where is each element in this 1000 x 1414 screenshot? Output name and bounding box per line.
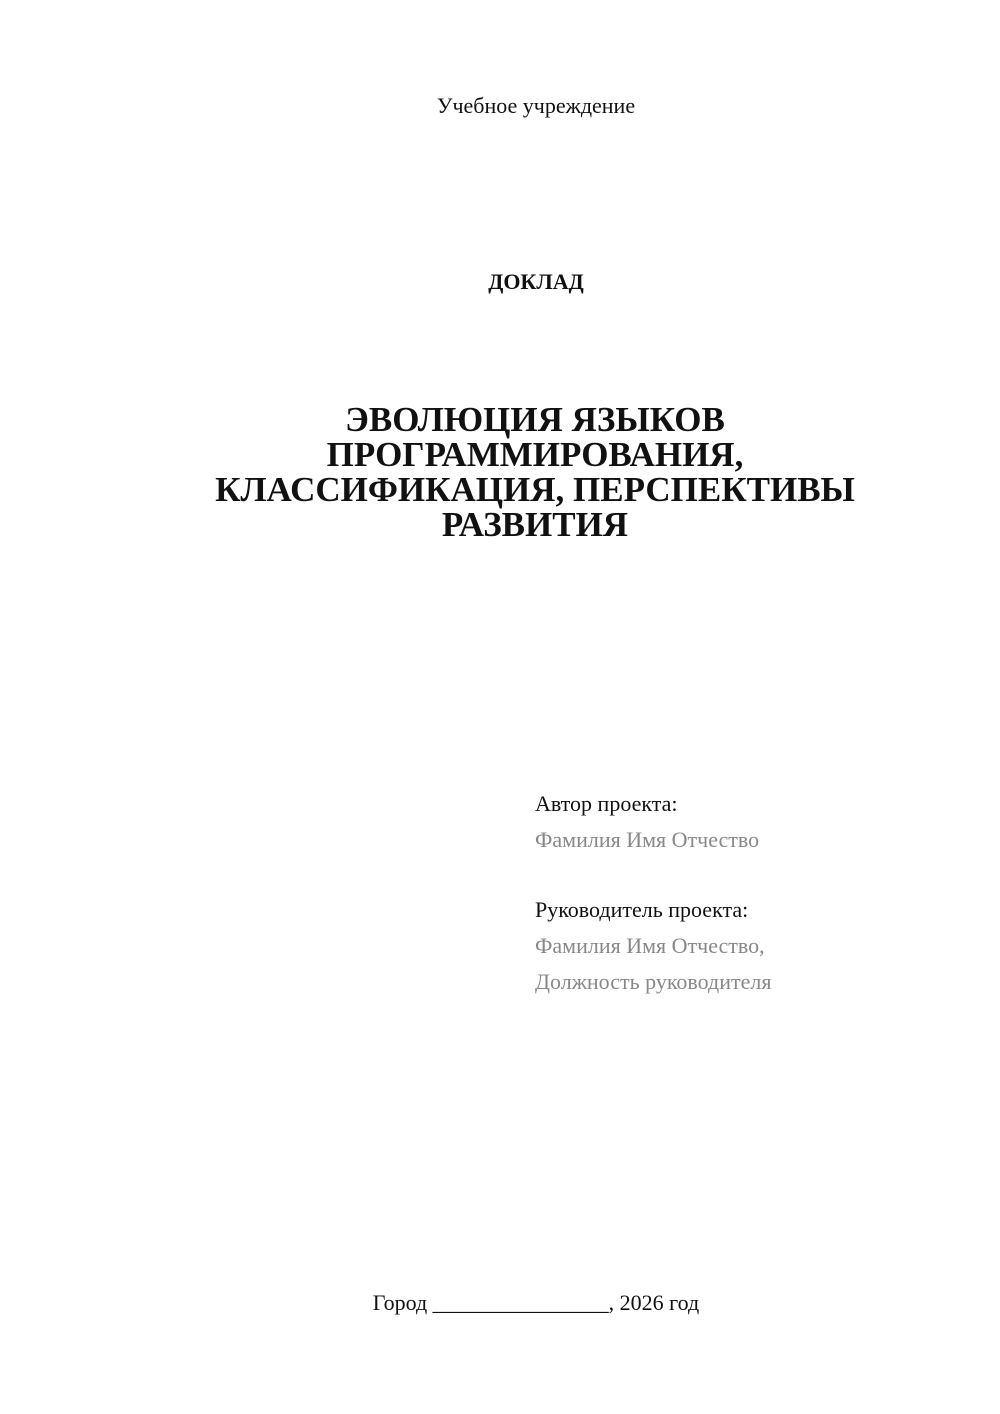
supervisor-name: Фамилия Имя Отчество, — [535, 933, 765, 958]
supervisor-label: Руководитель проекта: — [535, 897, 749, 922]
title-line: ПРОГРАММИРОВАНИЯ, — [326, 435, 744, 474]
institution-name: Учебное учреждение — [436, 93, 636, 118]
supervisor-position: Должность руководителя — [535, 969, 772, 994]
author-block — [535, 786, 975, 858]
title-line: РАЗВИТИЯ — [441, 505, 629, 544]
document-title — [140, 402, 930, 542]
city-year-line: Город ________________, 2026 год — [372, 1290, 700, 1315]
supervisor-block — [535, 892, 975, 1000]
document-type: ДОКЛАД — [488, 269, 584, 294]
title-line: КЛАССИФИКАЦИЯ, ПЕРСПЕКТИВЫ — [215, 470, 855, 509]
author-name: Фамилия Имя Отчество — [535, 827, 760, 852]
title-line: ЭВОЛЮЦИЯ ЯЗЫКОВ — [345, 400, 725, 439]
author-label: Автор проекта: — [535, 791, 678, 816]
